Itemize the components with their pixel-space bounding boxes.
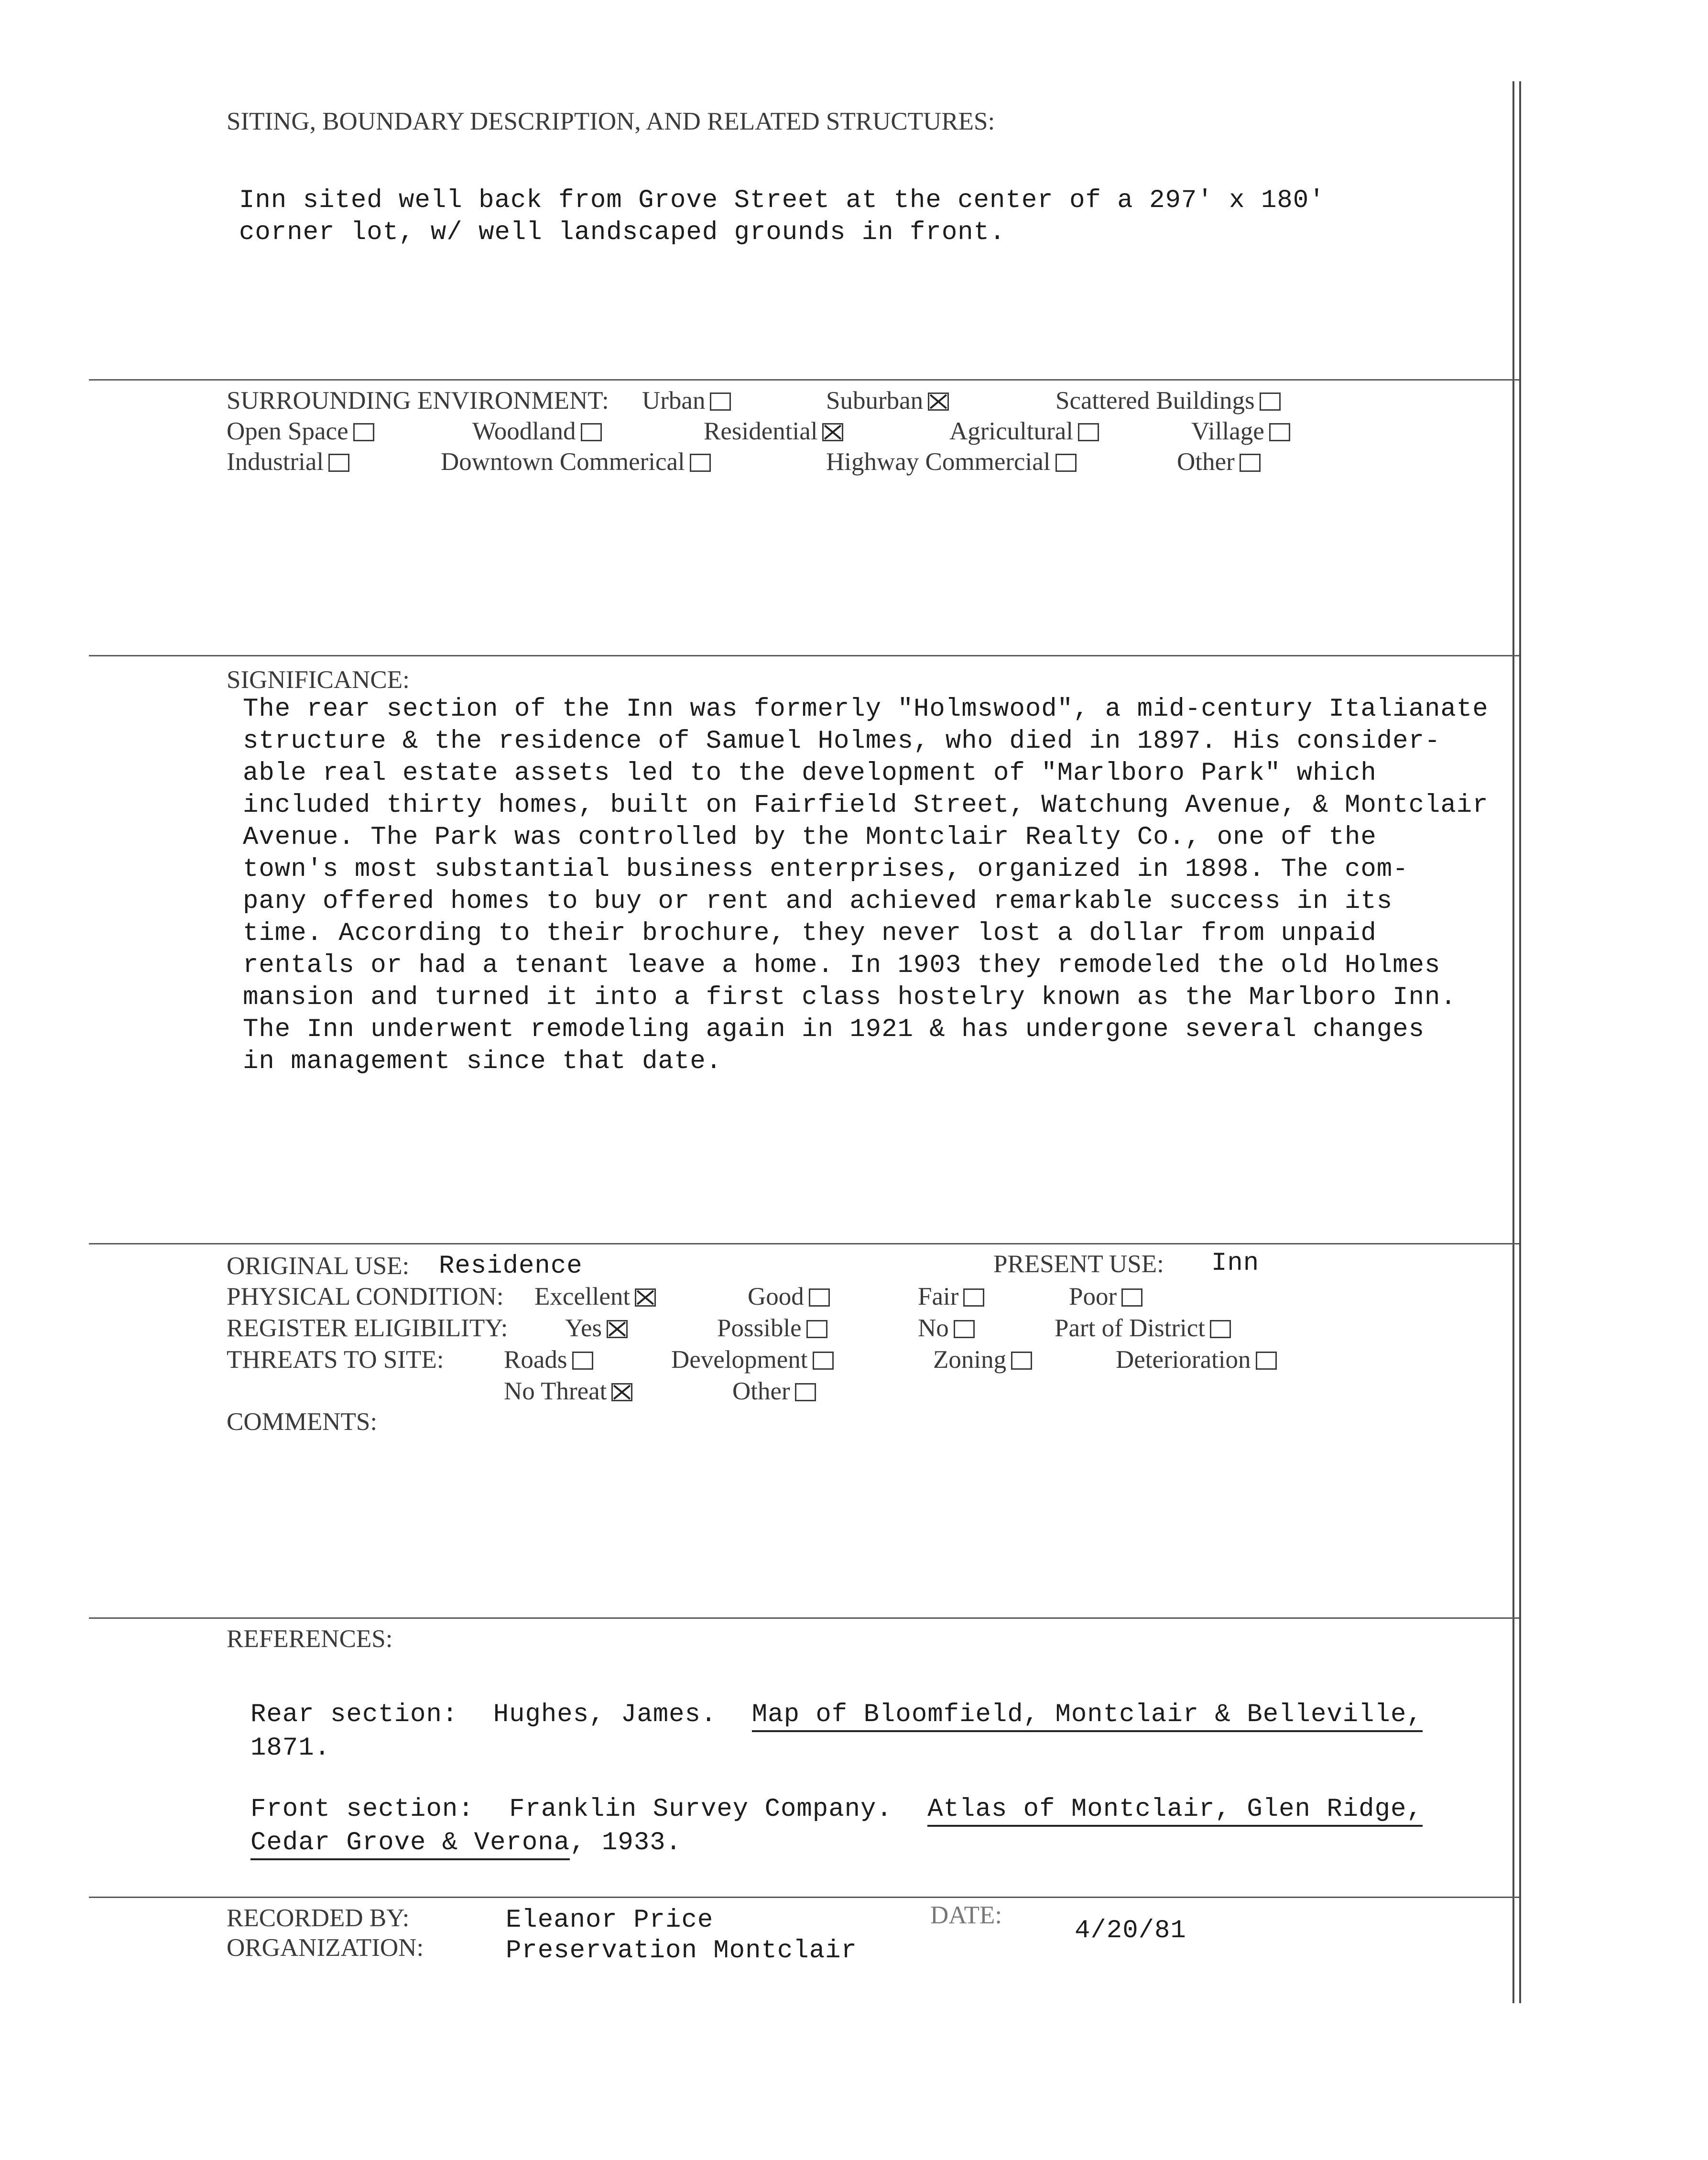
- roads-checkbox[interactable]: [572, 1352, 593, 1370]
- elig-part-label: Part of District: [1055, 1314, 1205, 1342]
- significance-line: in management since that date.: [243, 1047, 722, 1076]
- reference-front-line2: [250, 1828, 682, 1857]
- condition-label: PHYSICAL CONDITION:: [227, 1283, 504, 1310]
- reference-front: [250, 1795, 1423, 1824]
- siting-line: corner lot, w/ well landscaped grounds in front.: [239, 218, 1006, 247]
- downtown-checkbox[interactable]: [690, 454, 711, 472]
- threat-roads-label: Roads: [504, 1346, 567, 1374]
- recorded-by-value: Eleanor Price: [506, 1906, 714, 1935]
- env-woodland-label: Woodland: [472, 417, 576, 445]
- threat-no-threat[interactable]: [504, 1377, 632, 1406]
- threat-roads[interactable]: [504, 1345, 593, 1374]
- significance-line: mansion and turned it into a first class hostelry known as the Marlboro Inn.: [243, 983, 1457, 1012]
- threat-other-label: Other: [732, 1377, 790, 1405]
- elig-possible-label: Possible: [717, 1314, 802, 1342]
- significance-line: time. According to their brochure, they never lost a dollar from unpaid: [243, 919, 1377, 948]
- env-scattered[interactable]: [1055, 386, 1281, 415]
- agricultural-checkbox[interactable]: [1078, 423, 1099, 441]
- urban-checkbox[interactable]: [710, 393, 731, 411]
- eligibility-label: REGISTER ELIGIBILITY:: [227, 1314, 508, 1342]
- threat-development-label: Development: [671, 1346, 808, 1374]
- env-suburban[interactable]: [826, 386, 949, 415]
- rear-year: 1871.: [250, 1734, 331, 1763]
- cond-fair[interactable]: [918, 1282, 984, 1311]
- front-author: Franklin Survey Company.: [509, 1795, 892, 1824]
- possible-checkbox[interactable]: [806, 1320, 827, 1338]
- deterioration-checkbox[interactable]: [1256, 1352, 1277, 1370]
- references-heading: REFERENCES:: [227, 1625, 393, 1653]
- right-border-outer: [1512, 81, 1514, 2003]
- elig-part[interactable]: [1055, 1314, 1231, 1342]
- industrial-checkbox[interactable]: [328, 454, 349, 472]
- env-open-space-label: Open Space: [227, 417, 348, 445]
- threat-deterioration[interactable]: [1116, 1345, 1277, 1374]
- cond-fair-label: Fair: [918, 1283, 959, 1310]
- siting-text: [239, 185, 1325, 249]
- rear-author: Hughes, James.: [493, 1700, 717, 1729]
- front-title-1: Atlas of Montclair, Glen Ridge,: [927, 1795, 1423, 1827]
- env-other-label: Other: [1177, 448, 1235, 476]
- rear-prefix: Rear section:: [250, 1700, 458, 1729]
- scattered-checkbox[interactable]: [1260, 393, 1281, 411]
- front-prefix: Front section:: [250, 1795, 474, 1824]
- env-industrial[interactable]: [227, 447, 349, 476]
- cond-poor-label: Poor: [1069, 1283, 1117, 1310]
- divider-3: [89, 1243, 1519, 1244]
- poor-checkbox[interactable]: [1121, 1288, 1142, 1307]
- development-checkbox[interactable]: [813, 1352, 834, 1370]
- env-highway[interactable]: [826, 447, 1077, 476]
- env-agricultural[interactable]: [949, 417, 1099, 446]
- organization-label: ORGANIZATION:: [227, 1934, 424, 1962]
- open-space-checkbox[interactable]: [353, 423, 374, 441]
- env-industrial-label: Industrial: [227, 448, 324, 476]
- env-woodland[interactable]: [472, 417, 602, 446]
- significance-line: town's most substantial business enterprises, organized in 1898. The com-: [243, 855, 1409, 884]
- significance-line: The rear section of the Inn was formerly "Holmswood", a mid-century Italianate: [243, 695, 1489, 724]
- env-other[interactable]: [1177, 447, 1261, 476]
- cond-poor[interactable]: [1069, 1282, 1142, 1311]
- right-border-inner: [1519, 81, 1521, 2003]
- cond-good[interactable]: [748, 1282, 830, 1311]
- threat-deterioration-label: Deterioration: [1116, 1346, 1251, 1374]
- threat-other[interactable]: [732, 1377, 816, 1406]
- divider-1: [89, 379, 1519, 381]
- elig-no-label: No: [918, 1314, 949, 1342]
- env-agricultural-label: Agricultural: [949, 417, 1074, 445]
- siting-heading: SITING, BOUNDARY DESCRIPTION, AND RELATED STRUCTURES:: [227, 108, 995, 135]
- organization-value: Preservation Montclair: [506, 1936, 857, 1965]
- date-label: DATE:: [930, 1901, 1002, 1929]
- woodland-checkbox[interactable]: [581, 423, 602, 441]
- cond-excellent[interactable]: [534, 1282, 656, 1311]
- zoning-checkbox[interactable]: [1011, 1352, 1032, 1370]
- env-village-label: Village: [1191, 417, 1264, 445]
- cond-excellent-label: Excellent: [534, 1283, 631, 1310]
- significance-line: structure & the residence of Samuel Holmes, who died in 1897. His consider-: [243, 727, 1441, 756]
- rear-title: Map of Bloomfield, Montclair & Belleville,: [752, 1700, 1423, 1732]
- siting-line: Inn sited well back from Grove Street at the center of a 297' x 180': [239, 186, 1325, 215]
- no-checkbox[interactable]: [954, 1320, 975, 1338]
- good-checkbox[interactable]: [809, 1288, 830, 1307]
- significance-line: pany offered homes to buy or rent and achieved remarkable success in its: [243, 887, 1393, 916]
- elig-no[interactable]: [918, 1314, 975, 1342]
- divider-5: [89, 1897, 1519, 1898]
- threat-no-threat-label: No Threat: [504, 1377, 607, 1405]
- present-use-value: Inn: [1211, 1249, 1260, 1278]
- suburban-checkbox[interactable]: [928, 393, 949, 411]
- env-other-checkbox[interactable]: [1240, 454, 1261, 472]
- reference-rear: [250, 1700, 1423, 1729]
- front-title-2: Cedar Grove & Verona: [250, 1828, 570, 1860]
- part-of-district-checkbox[interactable]: [1210, 1320, 1231, 1338]
- threat-zoning-label: Zoning: [933, 1346, 1007, 1374]
- comments-label: COMMENTS:: [227, 1408, 378, 1436]
- original-use-value: Residence: [439, 1252, 583, 1281]
- env-urban-label: Urban: [642, 387, 706, 415]
- elig-possible[interactable]: [717, 1314, 827, 1342]
- environment-heading: SURROUNDING ENVIRONMENT:: [227, 387, 609, 415]
- fair-checkbox[interactable]: [963, 1288, 984, 1307]
- excellent-checkbox[interactable]: [635, 1288, 656, 1307]
- significance-line: rentals or had a tenant leave a home. In 1903 they remodeled the old Holmes: [243, 951, 1441, 980]
- village-checkbox[interactable]: [1269, 423, 1290, 441]
- significance-line: included thirty homes, built on Fairfield Street, Watchung Avenue, & Montclair: [243, 791, 1489, 820]
- env-downtown[interactable]: [441, 447, 711, 476]
- recorded-by-label: RECORDED BY:: [227, 1904, 410, 1932]
- env-highway-label: Highway Commercial: [826, 448, 1051, 476]
- yes-checkbox[interactable]: [607, 1320, 628, 1338]
- present-use-label: PRESENT USE:: [993, 1250, 1164, 1278]
- env-scattered-label: Scattered Buildings: [1055, 387, 1255, 415]
- threat-development[interactable]: [671, 1345, 834, 1374]
- env-suburban-label: Suburban: [826, 387, 924, 415]
- significance-line: able real estate assets led to the development of "Marlboro Park" which: [243, 759, 1377, 788]
- front-year: , 1933.: [570, 1828, 682, 1857]
- env-open-space[interactable]: [227, 417, 374, 446]
- significance-line: Avenue. The Park was controlled by the Montclair Realty Co., one of the: [243, 823, 1377, 852]
- env-village[interactable]: [1191, 417, 1290, 446]
- original-use-label: ORIGINAL USE:: [227, 1252, 410, 1280]
- threat-other-checkbox[interactable]: [795, 1383, 816, 1401]
- highway-checkbox[interactable]: [1055, 454, 1077, 472]
- env-downtown-label: Downtown Commerical: [441, 448, 685, 476]
- elig-yes-label: Yes: [565, 1314, 602, 1342]
- cond-good-label: Good: [748, 1283, 804, 1310]
- divider-4: [89, 1617, 1519, 1619]
- no-threat-checkbox[interactable]: [611, 1383, 632, 1401]
- date-value: 4/20/81: [1075, 1916, 1186, 1945]
- significance-line: The Inn underwent remodeling again in 1921 & has undergone several changes: [243, 1015, 1425, 1044]
- divider-2: [89, 655, 1519, 656]
- residential-checkbox[interactable]: [822, 423, 843, 441]
- significance-heading: SIGNIFICANCE:: [227, 666, 410, 694]
- env-residential-label: Residential: [704, 417, 818, 445]
- elig-yes[interactable]: [565, 1314, 628, 1342]
- significance-text: [243, 693, 1489, 1078]
- env-urban[interactable]: [642, 386, 731, 415]
- threat-zoning[interactable]: [933, 1345, 1032, 1374]
- env-residential[interactable]: [704, 417, 843, 446]
- threats-label: THREATS TO SITE:: [227, 1346, 444, 1374]
